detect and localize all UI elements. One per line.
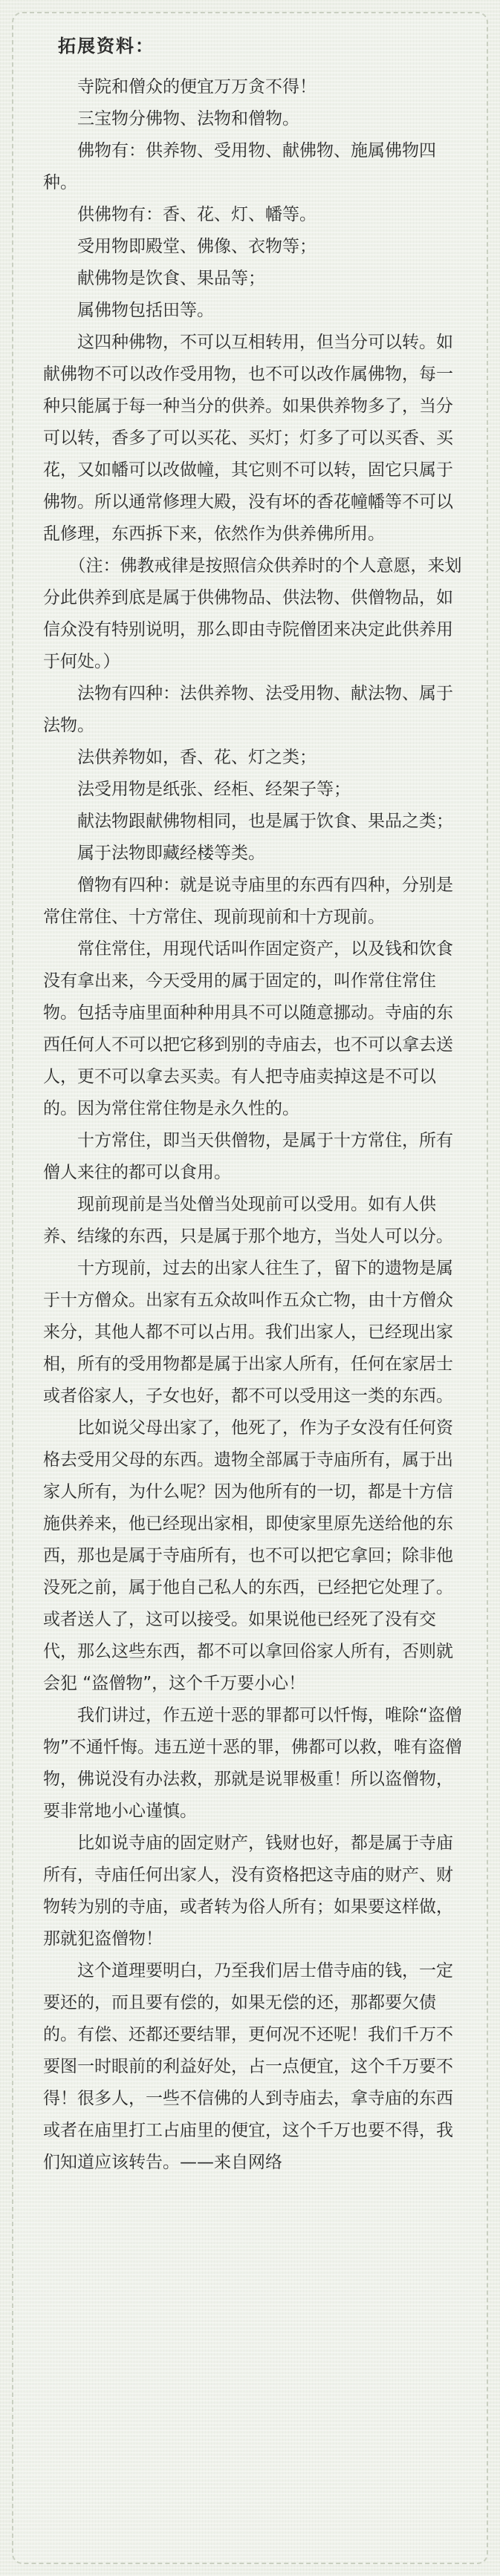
paragraph: 属于法物即藏经楼等类。 xyxy=(43,844,265,863)
paragraph-list xyxy=(43,71,467,2179)
paragraph: 这四种佛物，不可以互相转用，但当分可以转。如献佛物不可以改作受用物，也不可以改作属佛物，每一种只能属于每一种当分的供养。如果供养物多了，当分可以转，香多了可以买花、买灯；灯多了可以买香、买花，又如幡可以改做幢，其它则不可以转，固它只属于佛物。所以通常修理大殿，没有坏的香花幢幡等不可以乱修理，东西拆下来，依然作为供养佛所用。 xyxy=(43,333,453,544)
paragraph: 三宝物分佛物、法物和僧物。 xyxy=(43,109,299,128)
paragraph: 寺院和僧众的便宜万万贪不得！ xyxy=(43,77,316,97)
paragraph: 法受用物是纸张、经柜、经架子等； xyxy=(43,780,351,799)
paragraph: 十方现前，过去的出家人往生了，留下的遗物是属于十方僧众。出家有五众故叫作五众亡物，由十方僧众来分，其他人都不可以占用。我们出家人，已经现出家相，所有的受用物都是属于出家人所有，任何在家居士或者俗家人，子女也好，都不可以受用这一类的东西。 xyxy=(43,1259,453,1406)
paragraph: 比如说父母出家了，他死了，作为子女没有任何资格去受用父母的东西。遗物全部属于寺庙所有，属于出家人所有，为什么呢？因为他所有的一切，都是十方信施供养来，他已经现出家相，即使家里原先送给他的东西，那也是属于寺庙所有，也不可以把它拿回；除非他没死之前，属于他自己私人的东西，已经把它处理了。或者送人了，这可以接受。如果说他已经死了没有交代，那么这些东西，都不可以拿回俗家人所有，否则就会犯 “盗僧物”，这个千万要小心！ xyxy=(43,1418,453,1693)
paragraph: 献法物跟献佛物相同，也是属于饮食、果品之类； xyxy=(43,812,453,831)
paragraph: 现前现前是当处僧当处现前可以受用。如有人供养、结缘的东西，只是属于那个地方，当处人可以分。 xyxy=(43,1195,453,1246)
paragraph: 我们讲过，作五逆十恶的罪都可以忏悔，唯除“盗僧物”不通忏悔。违五逆十恶的罪，佛都可以救，唯有盗僧物，佛说没有办法救，那就是说罪极重！所以盗僧物，要非常地小心谨慎。 xyxy=(43,1706,462,1821)
paragraph: 供佛物有：香、花、灯、幡等。 xyxy=(43,205,316,224)
paragraph: 比如说寺庙的固定财产，钱财也好，都是属于寺庙所有，寺庙任何出家人，没有资格把这寺庙的财产、财物转为别的寺庙，或者转为俗人所有；如果要这样做，那就犯盗僧物！ xyxy=(43,1833,453,1949)
paragraph: 属佛物包括田等。 xyxy=(43,301,214,320)
paragraph: 献佛物是饮食、果品等； xyxy=(43,269,265,288)
section-title: 拓展资料： xyxy=(58,36,155,56)
paragraph: 僧物有四种：就是说寺庙里的东西有四种，分别是常住常住、十方常住、现前现前和十方现前。 xyxy=(43,875,453,927)
paragraph: 佛物有：供养物、受用物、献佛物、施属佛物四种。 xyxy=(43,141,436,192)
paragraph: 法供养物如，香、花、灯之类； xyxy=(43,748,316,767)
article-body xyxy=(43,31,467,2554)
paragraph: （注：佛教戒律是按照信众供养时的个人意愿，来划分此供养到底是属于供佛物品、供法物、供僧物品，如信众没有特别说明，那么即由寺院僧团来决定此供养用于何处。） xyxy=(43,556,462,671)
paragraph: 法物有四种：法供养物、法受用物、献法物、属于法物。 xyxy=(43,684,453,735)
paragraph: 常住常住，用现代话叫作固定资产，以及钱和饮食没有拿出来，今天受用的属于固定的，叫作常住常住物。包括寺庙里面种种用具不可以随意挪动。寺庙的东西任何人不可以把它移到别的寺庙去，也不可以拿去送人，更不可以拿去买卖。有人把寺庙卖掉这是不可以的。因为常住常住物是永久性的。 xyxy=(43,939,453,1118)
paragraph: 受用物即殿堂、佛像、衣物等； xyxy=(43,237,316,256)
paragraph: 十方常住，即当天供僧物，是属于十方常住，所有僧人来往的都可以食用。 xyxy=(43,1131,453,1182)
paragraph: 这个道理要明白，乃至我们居士借寺庙的钱，一定要还的，而且要有偿的，如果无偿的还，那都要欠债的。有偿、还都还要结罪，更何况不还呢！我们千万不要图一时眼前的利益好处，占一点便宜，这个千万要不得！很多人，一些不信佛的人到寺庙去，拿寺庙的东西或者在庙里打工占庙里的便宜，这个千万也要不得，我们知道应该转告。——来自网络 xyxy=(43,1961,453,2172)
